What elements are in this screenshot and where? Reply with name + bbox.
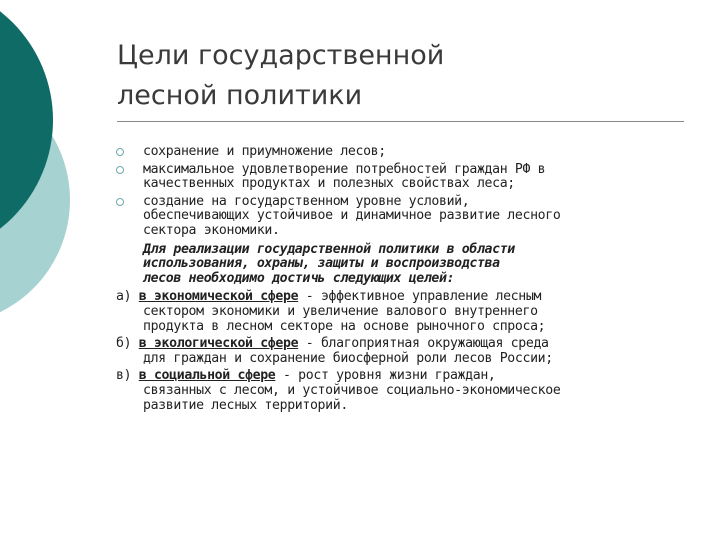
title-line: Цели государственной <box>117 40 445 71</box>
circle-bullet-icon <box>116 148 124 156</box>
bullet-line: качественных продуктах и полезных свойствах леса; <box>143 176 515 192</box>
circle-bullet-icon <box>116 166 124 174</box>
bullet-line: максимальное удовлетворение потребностей граждан РФ в <box>143 161 546 177</box>
emphasis-line: Для реализации государственной политики в области <box>143 241 515 257</box>
circle-bullet-icon <box>116 198 124 206</box>
goal-prefix: а) <box>116 289 139 305</box>
goal-first-line <box>116 290 676 305</box>
title-line: лесной политики <box>117 80 363 111</box>
emphasis-line: лесов необходимо достичь следующих целей: <box>143 270 455 286</box>
goal-item-ecological <box>116 337 676 366</box>
goal-line: для граждан и сохранение биосферной роли лесов России; <box>143 350 553 366</box>
emphasis-line: использования, охраны, защиты и воспроизводства <box>143 256 500 272</box>
title-divider <box>117 121 684 122</box>
decorative-circles <box>0 0 100 540</box>
goal-text: - эффективное управление лесным <box>298 289 542 305</box>
goal-prefix: в) <box>116 368 139 384</box>
bullet-line: обеспечивающих устойчивое и динамичное развитие лесного <box>143 208 561 224</box>
bullet-line: создание на государственном уровне условий, <box>143 193 470 209</box>
goal-text: - рост уровня жизни граждан, <box>275 368 496 384</box>
bullet-line: сохранение и приумножение лесов; <box>143 144 386 159</box>
bullet-item <box>116 195 676 239</box>
goal-text: - благоприятная окружающая среда <box>298 336 549 352</box>
slide-body <box>116 145 676 416</box>
slide-title <box>117 36 677 116</box>
goal-item-social <box>116 369 676 413</box>
goal-item-economic <box>116 290 676 334</box>
bullet-item <box>116 163 676 192</box>
goal-line: связанных с лесом, и устойчивое социально-экономическое <box>143 382 561 398</box>
goal-line: продукта в лесном секторе на основе рыночного спроса; <box>143 318 546 334</box>
goal-first-line <box>116 337 676 352</box>
goal-prefix: б) <box>116 336 139 352</box>
emphasis-paragraph <box>116 243 676 287</box>
bullet-item <box>116 145 676 160</box>
goal-line: сектором экономики и увеличение валового внутреннего <box>143 303 538 319</box>
goal-sphere: в экономической сфере <box>138 289 299 305</box>
goal-line: развитие лесных территорий. <box>143 397 348 413</box>
goal-first-line <box>116 369 676 384</box>
bullet-line: сектора экономики. <box>143 222 280 238</box>
goal-sphere: в экологической сфере <box>138 336 299 352</box>
goal-sphere: в социальной сфере <box>138 368 276 384</box>
